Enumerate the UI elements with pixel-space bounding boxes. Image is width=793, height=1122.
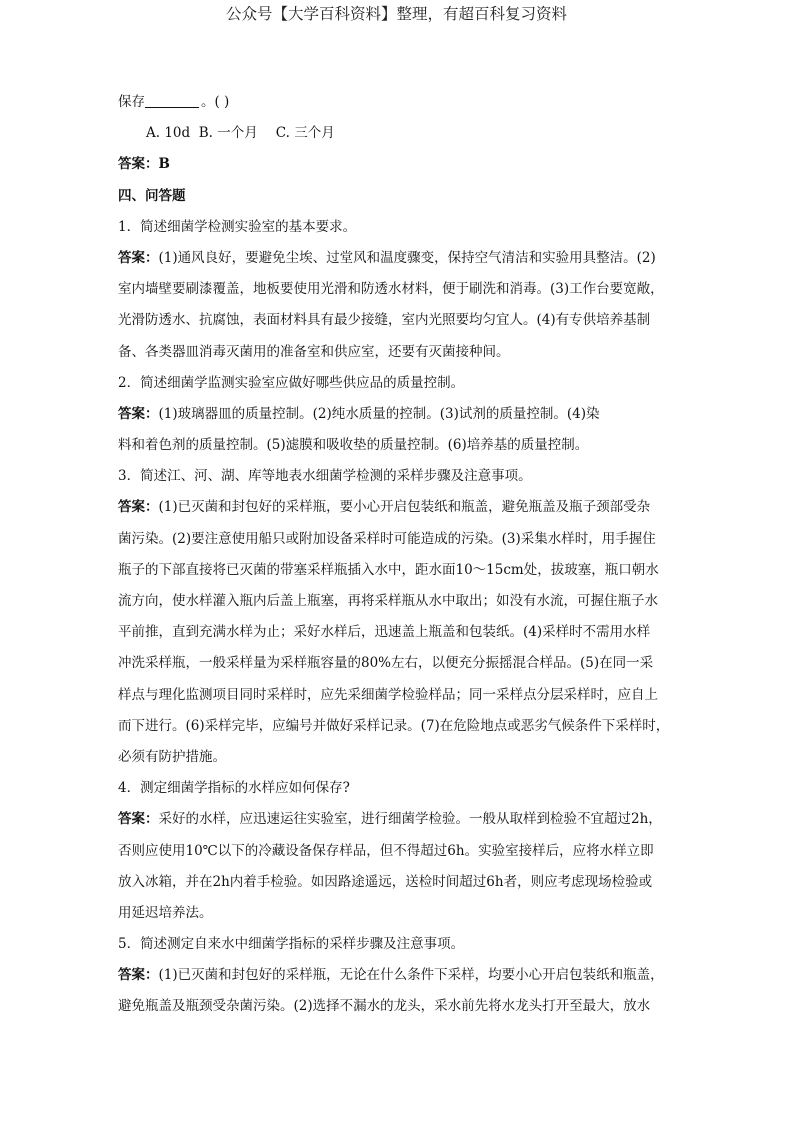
answer-1-line-3: 光滑防透水、抗腐蚀，表面材料具有最少接缝，室内光照要均匀宜人。(4)有专供培养基制 bbox=[118, 312, 651, 329]
answer-1-line-2: 室内墙壁要刷漆覆盖，地板要使用光滑和防透水材料，便于刷洗和消毒。(3)工作台要宽敞， bbox=[118, 281, 664, 298]
answer-3-line-8: 而下进行。(6)采样完毕，应编号并做好采样记录。(7)在危险地点或恶劣气候条件下采样时， bbox=[118, 717, 670, 734]
answer-4-line-2: 否则应使用10℃以下的冷藏设备保存样品，但不得超过6h。实验室接样后，应将水样立即 bbox=[118, 842, 654, 859]
prev-question-stem bbox=[118, 87, 684, 118]
question-3: 3．简述江、河、湖、库等地表水细菌学检测的采样步骤及注意事项。 bbox=[118, 468, 532, 485]
answer-3-line-3: 瓶子的下部直接将已灭菌的带塞采样瓶插入水中，距水面10～15cm处，拔玻塞，瓶口朝水 bbox=[118, 561, 659, 578]
answer-1-line-4: 备、各类器皿消毒灭菌用的准备室和供应室，还要有灭菌接种间。 bbox=[118, 343, 510, 360]
answer-5-line-2: 避免瓶盖及瓶颈受杂菌污染。(2)选择不漏水的龙头，采水前先将水龙头打开至最大，放水 bbox=[118, 998, 651, 1015]
prev-question-suffix: 。( ) bbox=[201, 94, 230, 110]
answer-3-line-6: 冲洗采样瓶，一般采样量为采样瓶容量的80%左右，以便充分振摇混合样品。(5)在同一采 bbox=[118, 655, 654, 672]
answer-label: 答案： bbox=[118, 499, 159, 516]
answer-3-line-2: 菌污染。(2)要注意使用船只或附加设备采样时可能造成的污染。(3)采集水样时，用手握住 bbox=[118, 530, 656, 547]
prev-question-prefix: 保存 bbox=[118, 94, 145, 110]
page-header: 公众号【大学百科资料】整理，有超百科复习资料 bbox=[225, 5, 567, 23]
prev-question-options bbox=[118, 118, 684, 149]
answer-4-line-1: 答案：采好的水样，应迅速运往实验室，进行细菌学检验。一般从取样到检验不宜超过2h， bbox=[118, 811, 662, 828]
answer-3-line-4: 流方向，使水样灌入瓶内后盖上瓶塞，再将采样瓶从水中取出；如没有水流，可握住瓶子水 bbox=[118, 593, 658, 609]
answer-blank bbox=[145, 91, 199, 108]
question-1: 1．简述细菌学检测实验室的基本要求。 bbox=[118, 218, 357, 235]
answer-2-line-1: 答案：(1)玻璃器皿的质量控制。(2)纯水质量的控制。(3)试剂的质量控制。(4)染 bbox=[118, 405, 600, 422]
prev-question-answer bbox=[118, 149, 684, 180]
document-body bbox=[118, 87, 684, 1023]
answer-4-line-3: 放入冰箱，并在2h内着手检验。如因路途遥远，送检时间超过6h者，则应考虑现场检验或 bbox=[118, 873, 653, 890]
answer-label: 答案： bbox=[118, 156, 159, 173]
section-title: 四、问答题 bbox=[118, 187, 186, 204]
answer-label: 答案： bbox=[118, 405, 159, 422]
answer-5-line-1: 答案：(1)已灭菌和封包好的采样瓶，无论在什么条件下采样，均要小心开启包装纸和瓶盖， bbox=[118, 967, 664, 984]
option-b: B. 一个月 bbox=[198, 125, 258, 142]
answer-label: 答案： bbox=[118, 967, 159, 984]
question-5: 5．简述测定自来水中细菌学指标的采样步骤及注意事项。 bbox=[118, 936, 465, 953]
answer-2-line-2: 料和着色剂的质量控制。(5)滤膜和吸收垫的质量控制。(6)培养基的质量控制。 bbox=[118, 437, 589, 454]
answer-1-line-1: 答案：(1)通风良好，要避免尘埃、过堂风和温度骤变，保持空气清洁和实验用具整洁。(2) bbox=[118, 249, 656, 266]
answer-3-line-7: 样点与理化监测项目同时采样时，应先采细菌学检验样品；同一采样点分层采样时，应自上 bbox=[118, 686, 658, 703]
question-4: 4．测定细菌学指标的水样应如何保存? bbox=[118, 780, 350, 797]
answer-3-line-9: 必须有防护措施。 bbox=[118, 748, 226, 765]
answer-4-line-4: 用延迟培养法。 bbox=[118, 904, 213, 921]
question-2: 2．简述细菌学监测实验室应做好哪些供应品的质量控制。 bbox=[118, 374, 465, 391]
answer-3-line-1: 答案：(1)已灭菌和封包好的采样瓶，要小心开启包装纸和瓶盖，避免瓶盖及瓶子颈部受杂 bbox=[118, 499, 651, 516]
option-a: A. 10d bbox=[146, 125, 191, 142]
answer-3-line-5: 平前推，直到充满水样为止；采好水样后，迅速盖上瓶盖和包装纸。(4)采样时不需用水样 bbox=[118, 624, 651, 641]
answer-label: 答案： bbox=[118, 249, 159, 266]
answer-value: B bbox=[158, 156, 170, 173]
option-c: C. 三个月 bbox=[275, 125, 335, 142]
answer-label: 答案： bbox=[118, 811, 159, 828]
